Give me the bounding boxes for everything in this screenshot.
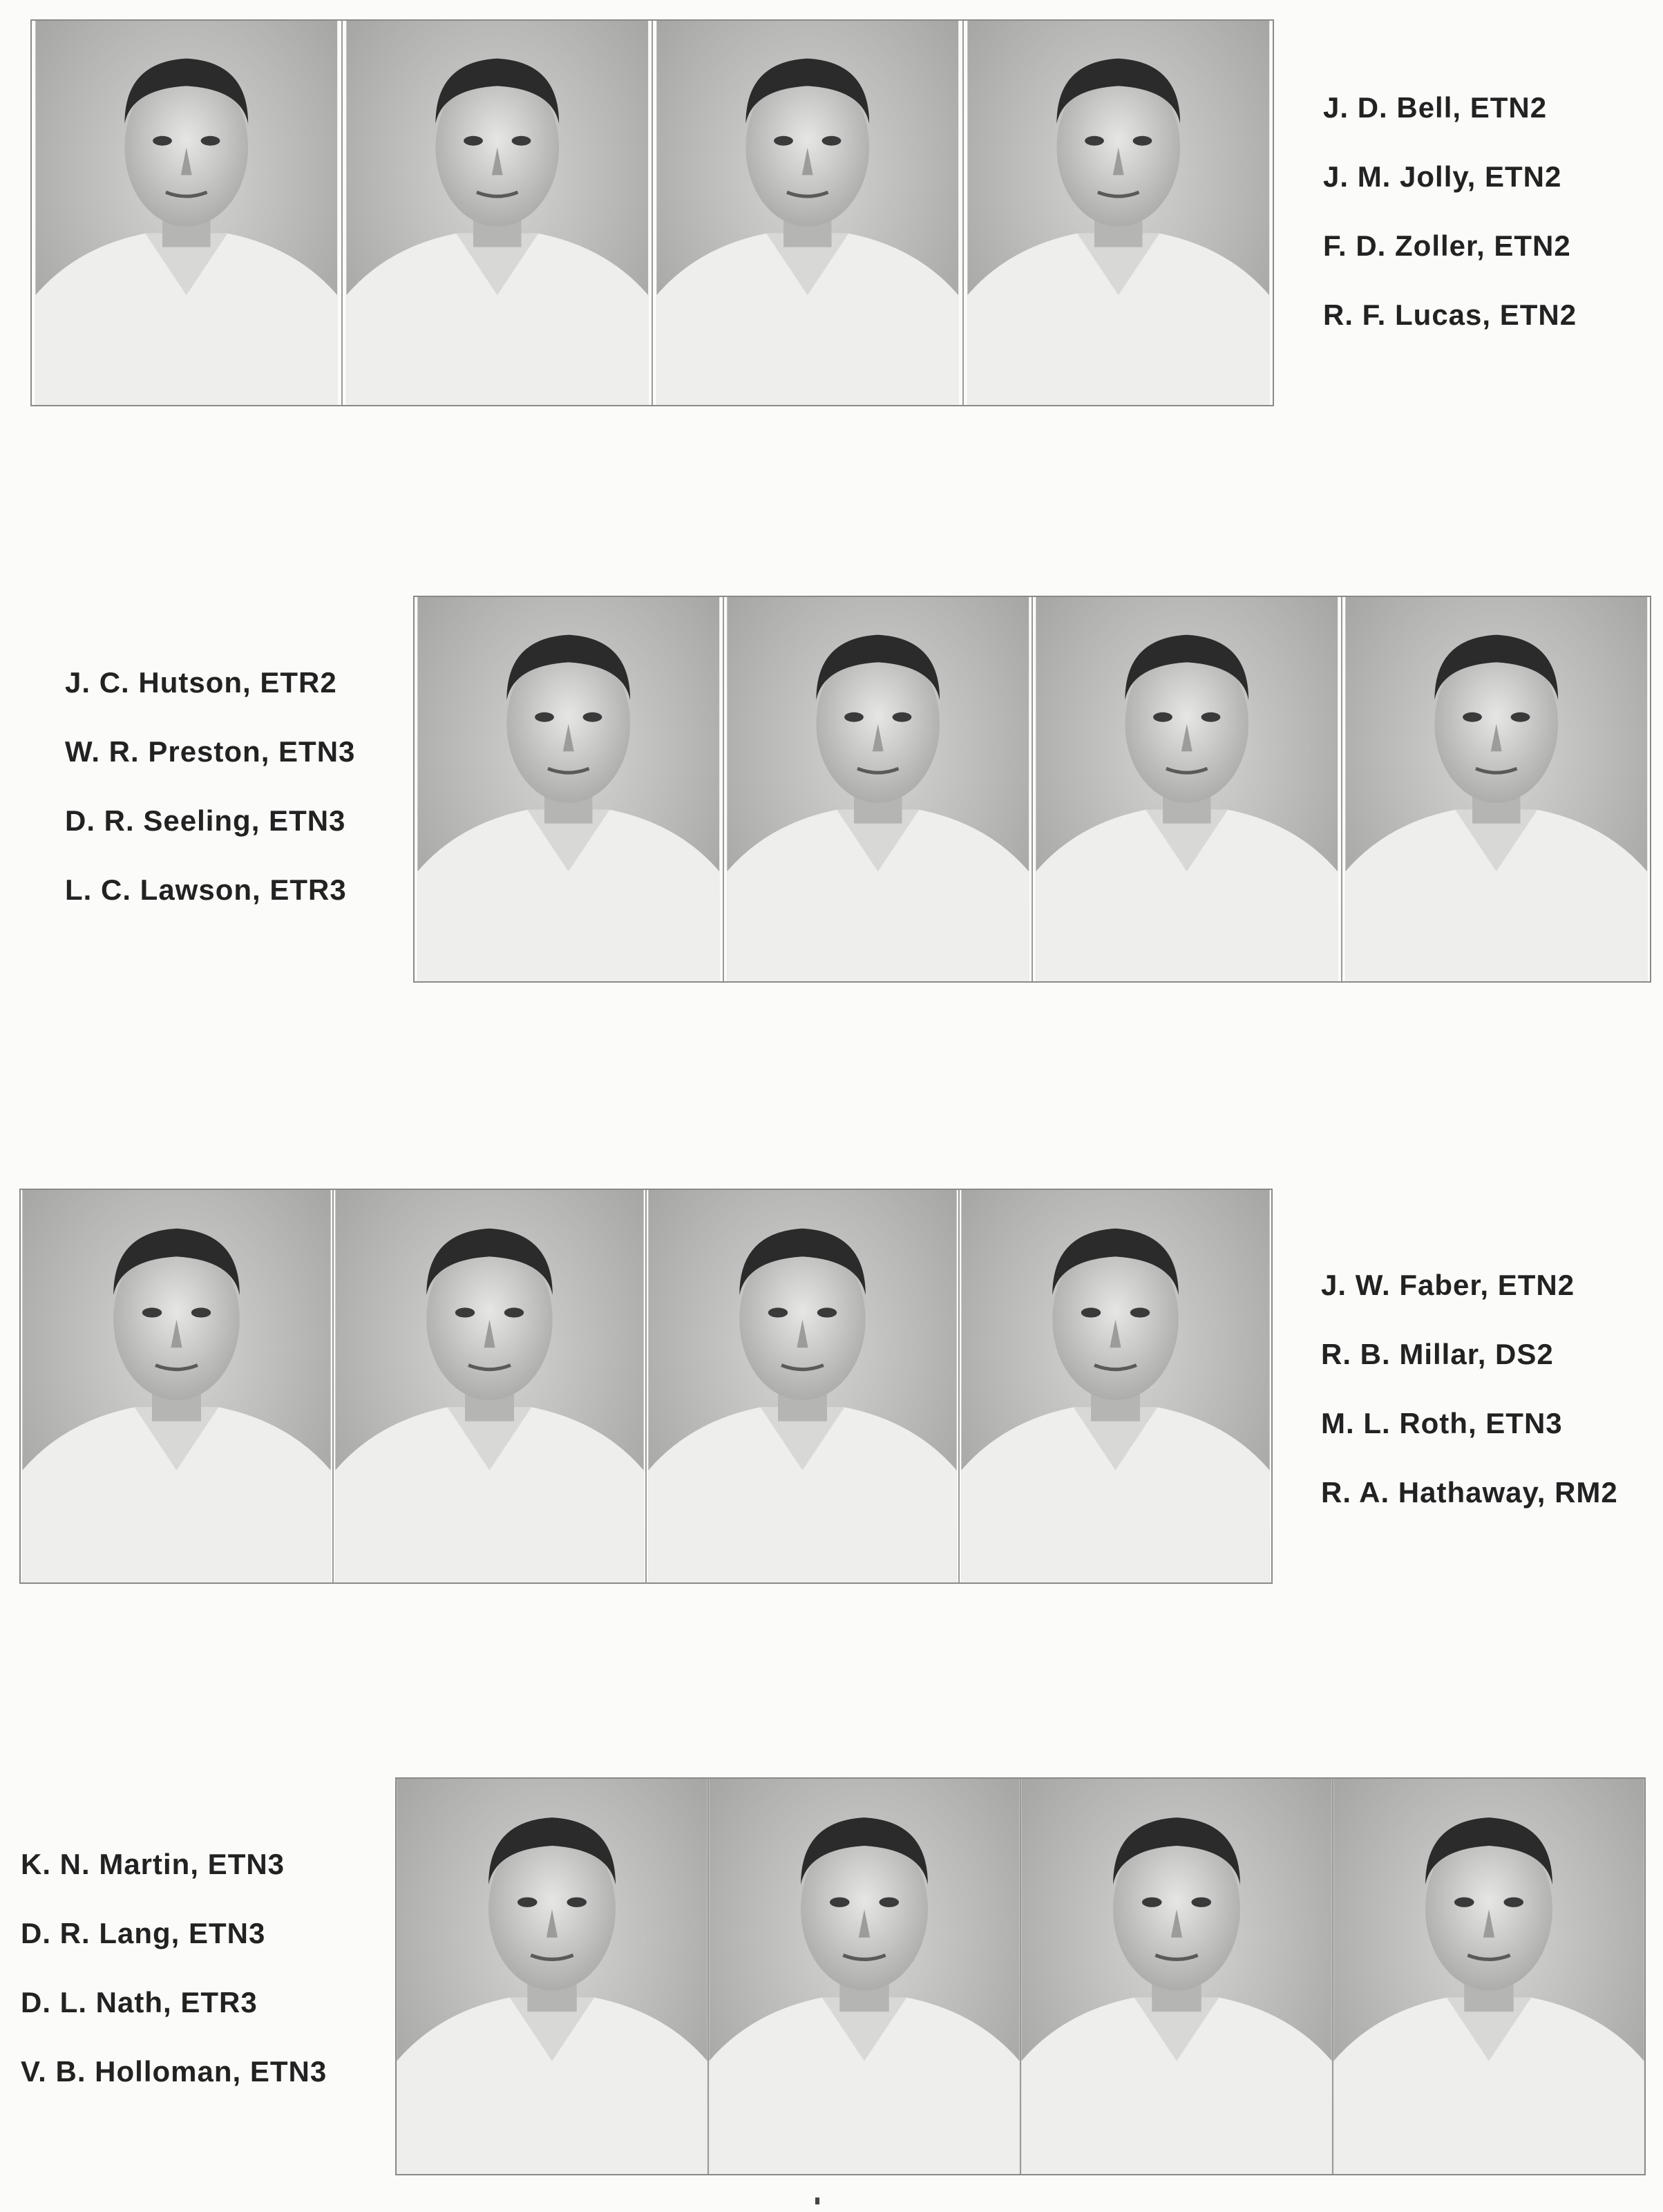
portrait-photo <box>21 1190 334 1582</box>
print-mark <box>815 2197 819 2204</box>
name-caption: F. D. Zoller, ETN2 <box>1323 229 1571 262</box>
photo-strip-row-1 <box>30 19 1274 406</box>
name-caption: J. C. Hutson, ETR2 <box>65 666 337 699</box>
portrait-photo <box>415 597 724 981</box>
name-caption: J. W. Faber, ETN2 <box>1321 1269 1575 1301</box>
portrait-photo <box>653 21 964 405</box>
portrait-photo <box>32 21 343 405</box>
portrait-photo <box>724 597 1034 981</box>
portrait-photo <box>964 21 1273 405</box>
name-list-row-4 <box>21 1830 327 2106</box>
name-caption: R. F. Lucas, ETN2 <box>1323 299 1577 331</box>
portrait-photo <box>1021 1779 1333 2174</box>
name-caption: D. L. Nath, ETR3 <box>21 1986 258 2019</box>
portrait-photo <box>1342 597 1651 981</box>
portrait-photo <box>960 1190 1271 1582</box>
name-caption: R. A. Hathaway, RM2 <box>1321 1476 1618 1509</box>
name-caption: D. R. Lang, ETN3 <box>21 1917 266 1949</box>
portrait-photo <box>1033 597 1342 981</box>
name-caption: M. L. Roth, ETN3 <box>1321 1407 1563 1439</box>
portrait-photo <box>647 1190 960 1582</box>
name-caption: V. B. Holloman, ETN3 <box>21 2055 327 2088</box>
photo-strip-row-4 <box>395 1777 1646 2175</box>
name-caption: K. N. Martin, ETN3 <box>21 1848 285 1880</box>
name-caption: R. B. Millar, DS2 <box>1321 1338 1554 1370</box>
portrait-photo <box>343 21 654 405</box>
name-caption: D. R. Seeling, ETN3 <box>65 804 346 837</box>
portrait-photo <box>397 1779 709 2174</box>
name-caption: W. R. Preston, ETN3 <box>65 735 356 768</box>
photo-strip-row-3 <box>19 1189 1273 1584</box>
portrait-photo <box>1333 1779 1644 2174</box>
name-caption: J. M. Jolly, ETN2 <box>1323 160 1562 193</box>
name-list-row-3 <box>1321 1251 1618 1527</box>
portrait-photo <box>709 1779 1021 2174</box>
name-list-row-1 <box>1323 73 1577 350</box>
photo-strip-row-2 <box>413 596 1651 983</box>
name-list-row-2 <box>65 648 355 925</box>
name-caption: J. D. Bell, ETN2 <box>1323 91 1548 124</box>
portrait-photo <box>334 1190 647 1582</box>
name-caption: L. C. Lawson, ETR3 <box>65 873 347 906</box>
